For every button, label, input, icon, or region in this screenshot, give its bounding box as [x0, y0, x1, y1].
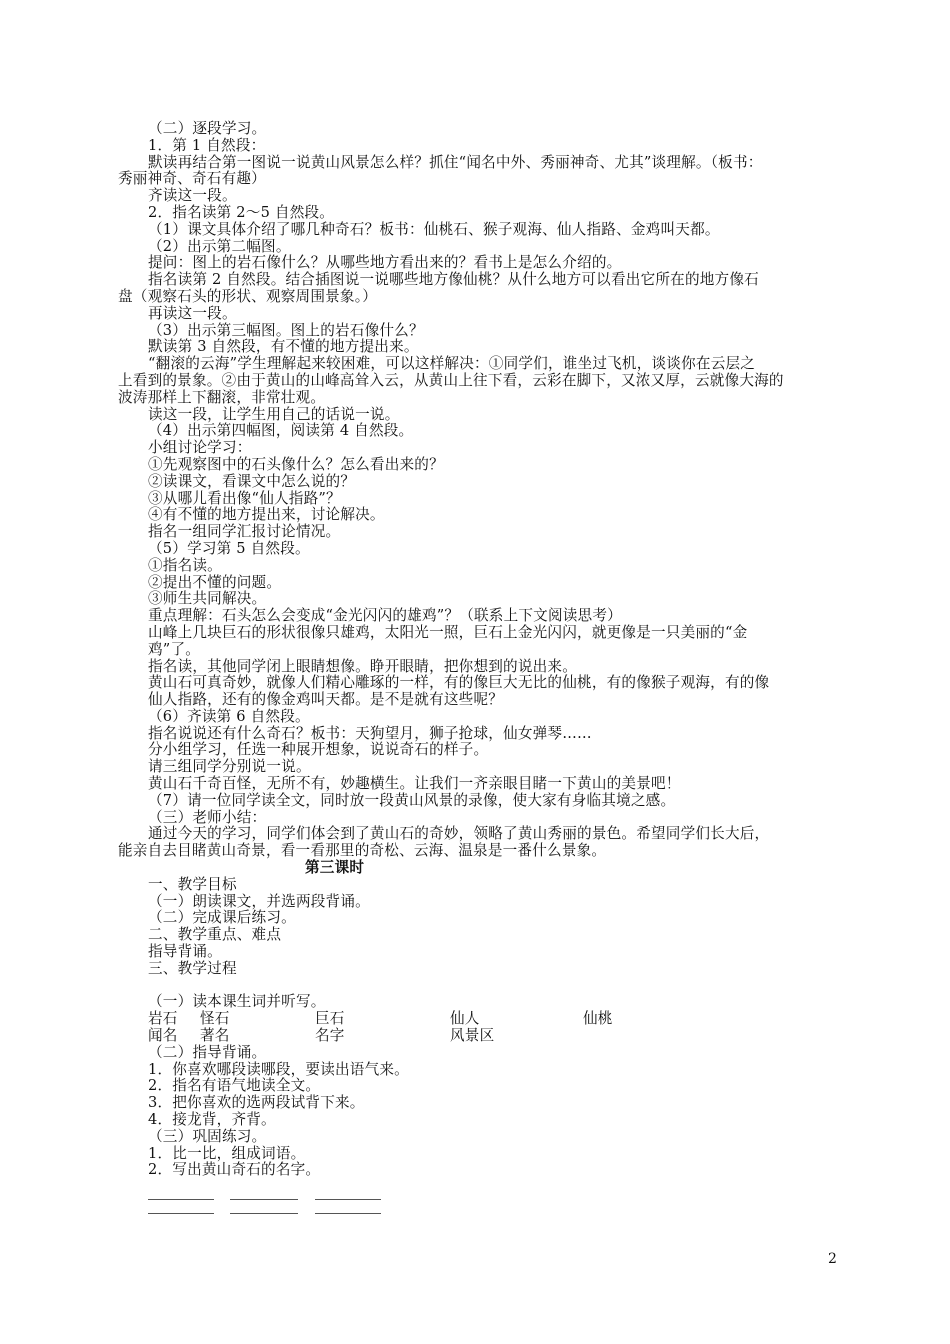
- answer-blank-line[interactable]: [230, 1199, 298, 1200]
- vocabulary-row: [118, 1011, 842, 1028]
- paragraph-line: 上看到的景象。②由于黄山的山峰高耸入云，从黄山上往下看，云彩在脚下，又浓又厚，云就像大海的: [118, 371, 784, 389]
- paragraph-line: 盘（观察石头的形状、观察周围景象。）: [118, 287, 377, 305]
- paragraph-line: 三、教学过程: [148, 959, 237, 977]
- paragraph-line: 2．指名读第 2～5 自然段。: [148, 203, 335, 221]
- paragraph-line: ①先观察图中的石头像什么？怎么看出来的？: [148, 455, 444, 473]
- paragraph-line: ③师生共同解决。: [148, 590, 267, 608]
- paragraph-line: （一）朗读课文，并选两段背诵。: [148, 892, 370, 910]
- paragraph-line: 1．第 1 自然段：: [148, 136, 266, 154]
- paragraph-line: 分小组学习，任选一种展开想象，说说奇石的样子。: [148, 741, 489, 759]
- paragraph-line: 2．写出黄山奇石的名字。: [148, 1161, 321, 1179]
- paragraph-line: （7）请一位同学读全文，同时放一段黄山风景的录像，使大家有身临其境之感。: [148, 791, 676, 809]
- paragraph-line: 再读这一段。: [148, 304, 237, 322]
- vocabulary-word: 岩石: [148, 1010, 178, 1028]
- paragraph-line: ①指名读。: [148, 556, 222, 574]
- paragraph-line: 1．比一比，组成词语。: [148, 1144, 306, 1162]
- paragraph-line: 2．指名有语气地读全文。: [148, 1077, 321, 1095]
- paragraph-line: 小组讨论学习：: [148, 439, 252, 457]
- paragraph-line: 1．你喜欢哪段读哪段，要读出语气来。: [148, 1060, 409, 1078]
- page-number: 2: [828, 1251, 837, 1267]
- answer-blank-line[interactable]: [315, 1199, 381, 1200]
- paragraph-line: ②读课文，看课文中怎么说的？: [148, 472, 356, 490]
- paragraph-line: 重点理解：石头怎么会变成“金光闪闪的雄鸡”？（联系上下文阅读思考）: [148, 607, 622, 625]
- paragraph-line: 请三组同学分别说一说。: [148, 758, 311, 776]
- answer-blank-line[interactable]: [230, 1213, 298, 1214]
- vocabulary-word: 著名: [200, 1027, 230, 1045]
- vocabulary-word: 仙桃: [583, 1010, 613, 1028]
- answer-blank-row: [118, 1191, 842, 1207]
- paragraph-line: 仙人指路，还有的像金鸡叫天都。是不是就有这些呢？: [148, 691, 504, 709]
- paragraph-line: 默读再结合第一图说一说黄山风景怎么样？抓住“闻名中外、秀丽神奇、尤其”谈理解。（板书：: [148, 153, 763, 171]
- paragraph-line: 黄山石千奇百怪，无所不有，妙趣横生。让我们一齐亲眼目睹一下黄山的美景吧！: [148, 775, 681, 793]
- paragraph-line: ③从哪儿看出像“仙人指路”？: [148, 489, 341, 507]
- paragraph-line: （二）逐段学习。: [148, 120, 267, 137]
- lesson-title: 第三课时: [305, 859, 365, 877]
- paragraph-line: 黄山石可真奇妙，就像人们精心雕琢的一样，有的像巨大无比的仙桃，有的像猴子观海，有的像: [148, 674, 770, 692]
- paragraph-line: （6）齐读第 6 自然段。: [148, 707, 310, 725]
- paragraph-line: 4．接龙背，齐背。: [148, 1111, 276, 1129]
- blank-line: [118, 978, 842, 995]
- vocabulary-word: 风景区: [450, 1027, 495, 1045]
- paragraph-line: 指名读，其他同学闭上眼睛想像。睁开眼睛，把你想到的说出来。: [148, 657, 578, 675]
- paragraph-line: 齐读这一段。: [148, 187, 237, 205]
- answer-blank-line[interactable]: [315, 1213, 381, 1214]
- paragraph-line: （三）老师小结：: [148, 808, 267, 826]
- vocabulary-word: 闻名: [148, 1027, 178, 1045]
- paragraph-line: 一、教学目标: [148, 875, 237, 893]
- paragraph-line: 指导背诵。: [148, 943, 222, 961]
- vocabulary-word: 怪石: [200, 1010, 230, 1028]
- paragraph-line: 波涛那样上下翻滚，非常壮观。: [118, 388, 326, 406]
- paragraph-line: （5）学习第 5 自然段。: [148, 539, 310, 557]
- paragraph-line: 二、教学重点、难点: [148, 926, 282, 944]
- paragraph-line: 通过今天的学习，同学们体会到了黄山石的奇妙，领略了黄山秀丽的景色。希望同学们长大后，: [148, 825, 770, 843]
- paragraph-line: 读这一段，让学生用自己的话说一说。: [148, 405, 400, 423]
- paragraph-line: （一）读本课生词并听写。: [148, 993, 326, 1011]
- paragraph-line: 鸡”了。: [148, 640, 201, 658]
- paragraph-line: （二）完成课后练习。: [148, 909, 296, 927]
- paragraph-line: （3）出示第三幅图。图上的岩石像什么？: [148, 321, 424, 339]
- paragraph-line: ④有不懂的地方提出来，讨论解决。: [148, 506, 385, 524]
- paragraph-line: （1）课文具体介绍了哪几种奇石？板书：仙桃石、猴子观海、仙人指路、金鸡叫天都。: [148, 220, 720, 238]
- vocabulary-word: 名字: [315, 1027, 345, 1045]
- paragraph-line: （三）巩固练习。: [148, 1127, 267, 1145]
- paragraph-line: 能亲自去目睹黄山奇景，看一看那里的奇松、云海、温泉是一番什么景象。: [118, 842, 607, 860]
- answer-blank-line[interactable]: [148, 1213, 214, 1214]
- paragraph-line: （二）指导背诵。: [148, 1043, 267, 1061]
- paragraph-line: 3．把你喜欢的选两段试背下来。: [148, 1094, 365, 1112]
- paragraph-line: 指名一组同学汇报讨论情况。: [148, 523, 341, 541]
- answer-blank-line[interactable]: [148, 1199, 214, 1200]
- blank-line: [118, 1179, 842, 1191]
- paragraph-line: 指名读第 2 自然段。结合插图说一说哪些地方像仙桃？从什么地方可以看出它所在的地方像石: [148, 271, 759, 289]
- paragraph-line: （2）出示第二幅图。: [148, 237, 291, 255]
- paragraph-line: （4）出示第四幅图，阅读第 4 自然段。: [148, 422, 414, 440]
- document-body: [118, 121, 842, 1223]
- vocabulary-word: 仙人: [450, 1010, 480, 1028]
- answer-blank-row: [118, 1207, 842, 1223]
- paragraph-line: 默读第 3 自然段，有不懂的地方提出来。: [148, 338, 419, 356]
- paragraph-line: 指名说说还有什么奇石？板书：天狗望月，狮子抢球，仙女弹琴……: [148, 724, 592, 742]
- paragraph-line: “翻滚的云海”学生理解起来较困难，可以这样解决：①同学们，谁坐过飞机，谈谈你在云层之: [148, 355, 756, 373]
- vocabulary-word: 巨石: [315, 1010, 345, 1028]
- paragraph-line: 山峰上几块巨石的形状很像只雄鸡，太阳光一照，巨石上金光闪闪，就更像是一只美丽的“金: [148, 623, 748, 641]
- vocabulary-row: [118, 1028, 842, 1045]
- paragraph-line: 秀丽神奇、奇石有趣）: [118, 170, 266, 188]
- paragraph-line: 提问：图上的岩石像什么？从哪些地方看出来的？看书上是怎么介绍的。: [148, 254, 622, 272]
- paragraph-line: ②提出不懂的问题。: [148, 573, 282, 591]
